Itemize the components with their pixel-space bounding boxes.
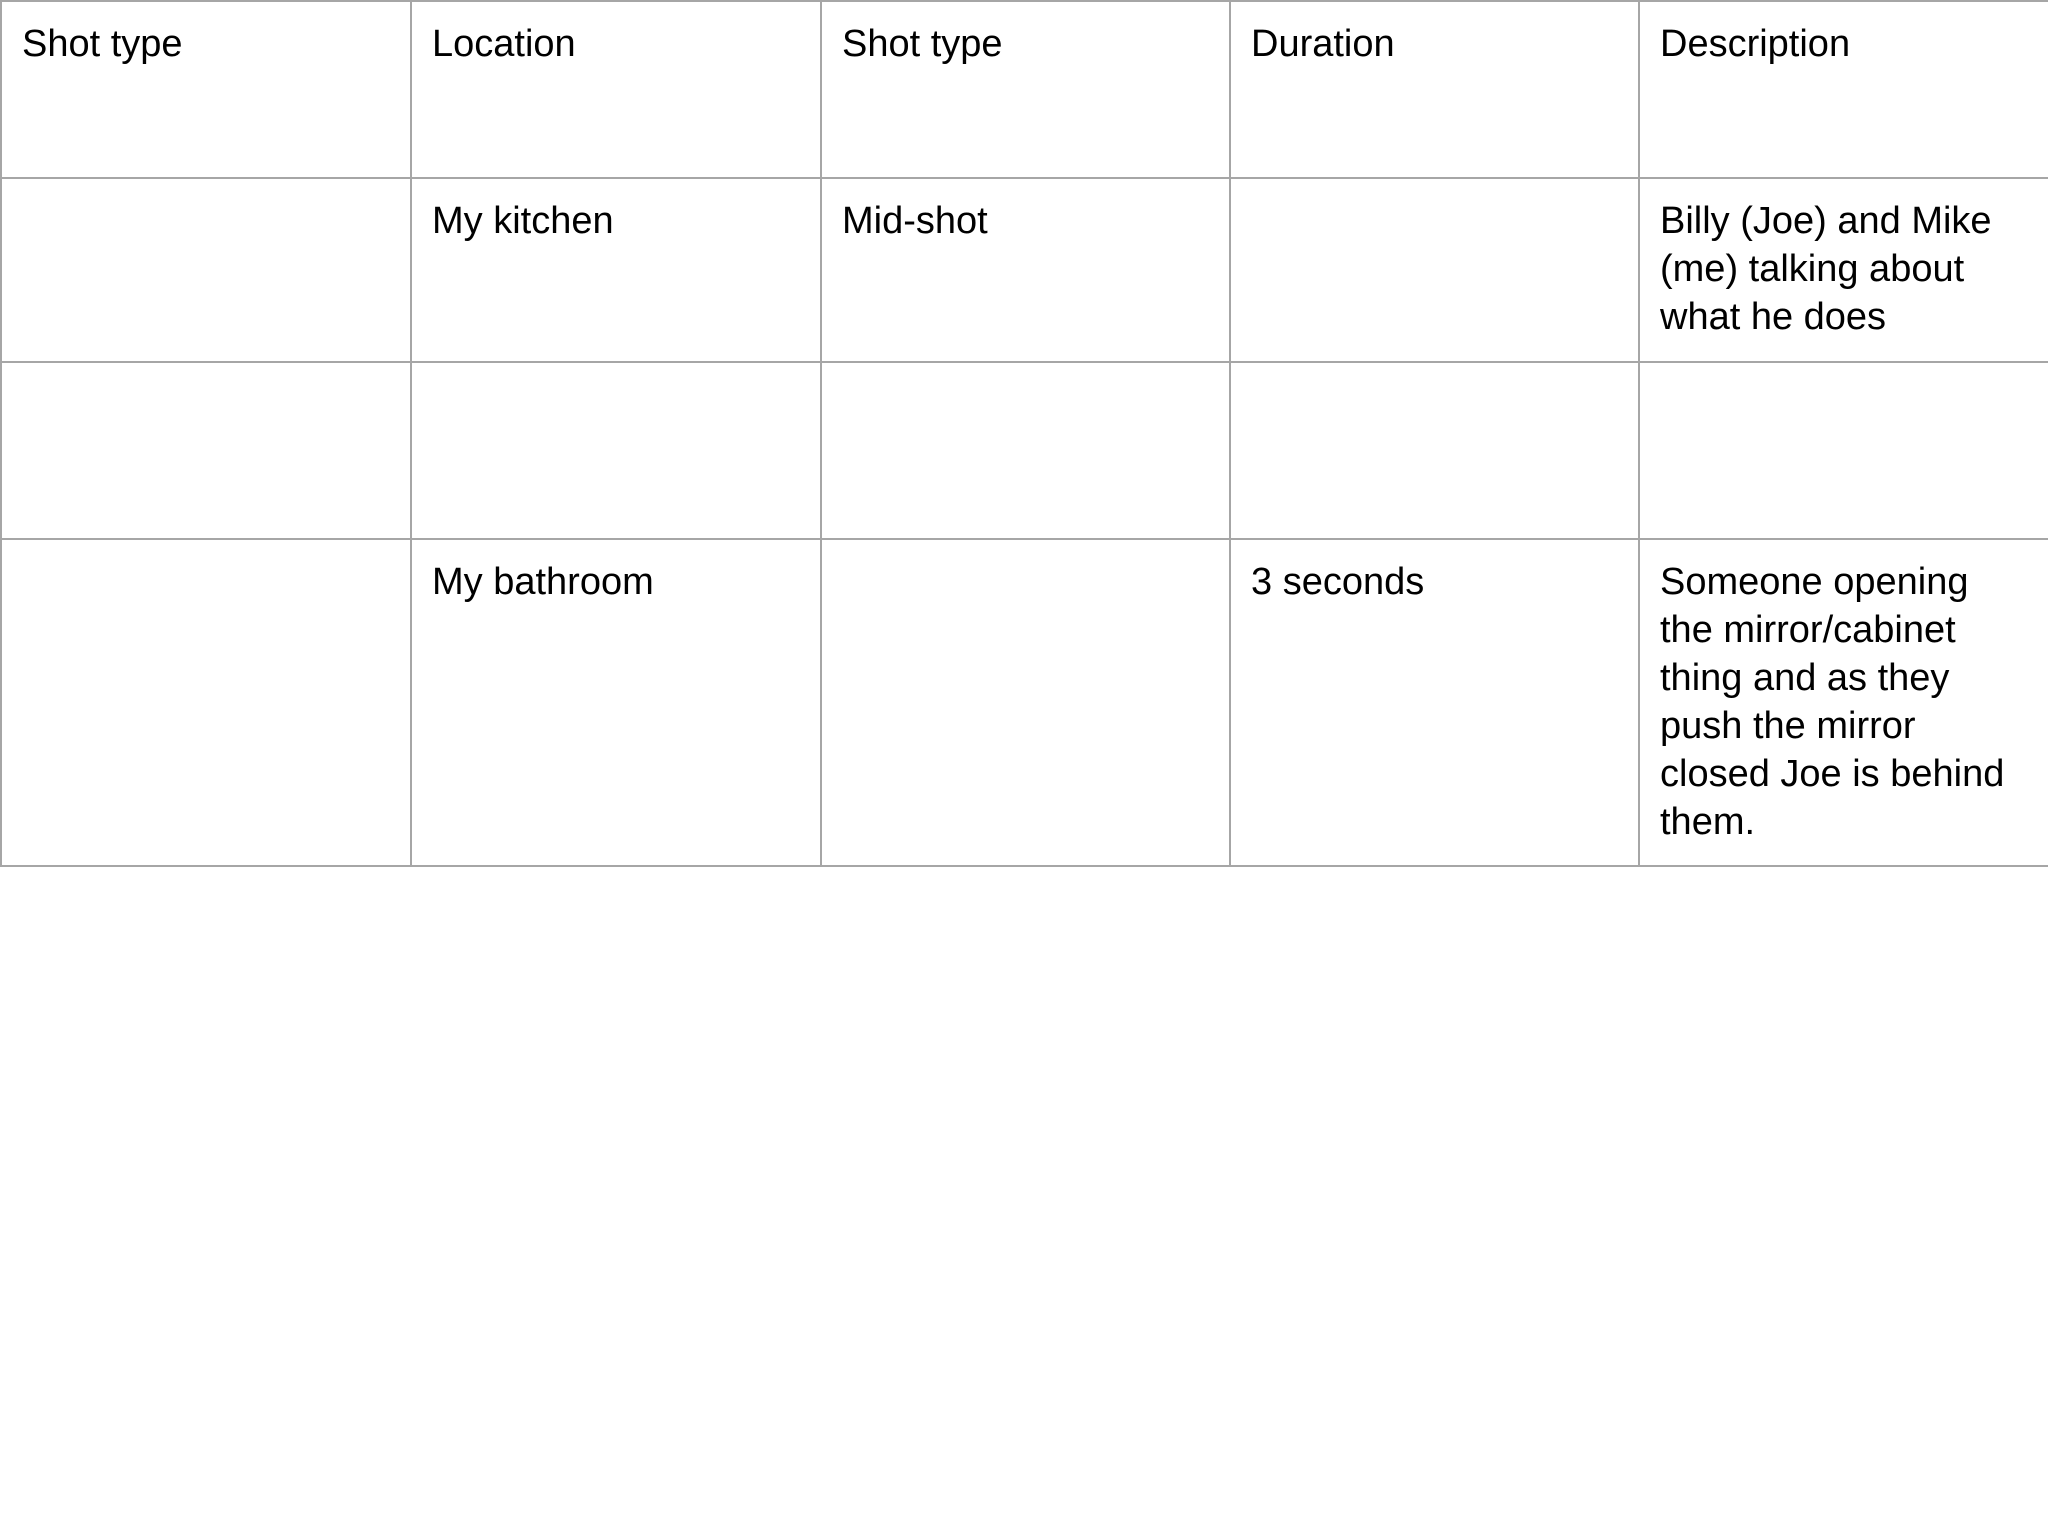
table-cell[interactable]: Someone opening the mirror/cabinet thing and as they push the mirror closed Joe is behind them. [1639,539,2048,866]
header-cell-shot-type-2[interactable]: Shot type [821,1,1230,178]
table-cell[interactable]: My bathroom [411,539,821,866]
table-cell[interactable] [821,539,1230,866]
table-cell[interactable] [411,362,821,539]
table-cell[interactable] [1230,362,1639,539]
table-cell[interactable]: My kitchen [411,178,821,362]
header-cell-location[interactable]: Location [411,1,821,178]
table-cell[interactable] [1,539,411,866]
table-cell[interactable] [821,362,1230,539]
header-cell-duration[interactable]: Duration [1230,1,1639,178]
table-cell[interactable]: Mid-shot [821,178,1230,362]
table-cell[interactable] [1230,178,1639,362]
table-cell[interactable] [1,362,411,539]
table-cell[interactable]: 3 seconds [1230,539,1639,866]
table-cell[interactable]: Billy (Joe) and Mike (me) talking about what he does [1639,178,2048,362]
table-row [1,178,2048,362]
table-cell[interactable] [1639,362,2048,539]
header-cell-description[interactable]: Description [1639,1,2048,178]
table-row [1,362,2048,539]
header-cell-shot-type[interactable]: Shot type [1,1,411,178]
table-cell[interactable] [1,178,411,362]
table-header-row [1,1,2048,178]
table-row [1,539,2048,866]
